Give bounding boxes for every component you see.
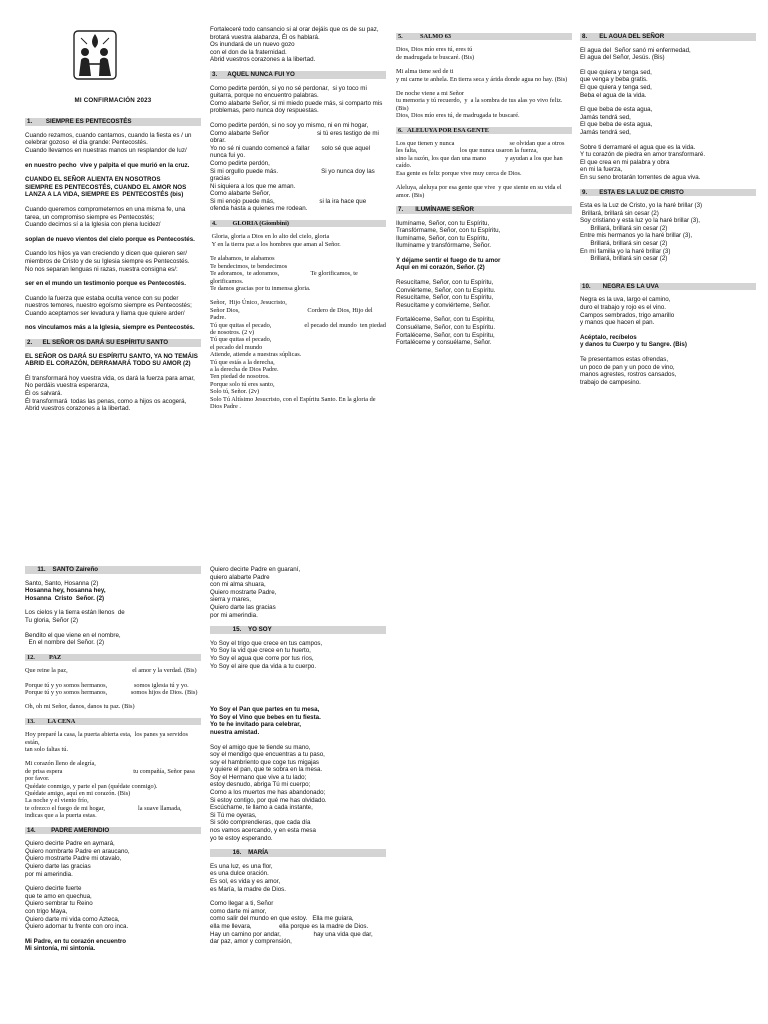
- song-stanza: Es una luz, es una flor, es una dulce oración. Es sol, es vida y es amor, es María, la madre de Dios.: [210, 862, 286, 893]
- song-stanza: Los cielos y la tierra están llenos de Tu gloria, Señor (2): [25, 609, 125, 624]
- confirmation-logo-icon: [73, 30, 117, 80]
- song-heading: 1. SIEMPRE ES PENTECOSTÉS: [25, 118, 201, 126]
- col1-body: [25, 118, 201, 413]
- song-stanza: en nuestro pecho vive y palpita el que murió en la cruz.: [25, 161, 190, 169]
- col2-intro: Fortaleceré todo cansancio si al orar dejáis que os de su paz, brotará vuestra alabanza, Él os hablará. Os inundará de un nuevo gozo con el don de la fraternidad. Abrid vuestros corazones a la libertad.: [210, 26, 379, 64]
- col6-intro: Quiero decirte Padre en guaraní, quiero alabarte Padre con mi alma shuara, Quiero mostrarte Padre, sierra y mares, Quiero darte las gracias por mi amerindia.: [210, 566, 301, 619]
- song-stanza: Gloria, gloria a Dios en lo alto del cielo, gloria Y en la tierra paz a los hombres que aman al Señor.: [211, 233, 341, 248]
- song-stanza: Él transformará hoy vuestra vida, os dará la fuerza para amar, No perdáis vuestra esperanza, Él os salvará. Él transformará todas las penas, como a hijos os acogerá, Abrid vuestros corazones a la libertad.: [25, 374, 195, 413]
- song-stanza: Quiero decirte fuerte que te amo en quechua, Quiero sembrar tu Reino con trigo Maya, Quiero darte mi vida como Azteca, Quiero adornar tu frente con oro inca.: [25, 885, 129, 931]
- song-stanza: Como llegar a ti, Señor como darte mi amor, como salir del mundo en que estoy. Ella me guiara, ella me llevara, ella porque es la madre de Dios. Hay un camino por andar, hay una vida que dar, dar paz, amor y comprensión,: [210, 900, 373, 946]
- song-stanza: El agua del Señor sanó mi enfermedad, El agua del Señor, Jesús. (Bis): [580, 46, 691, 62]
- song-stanza: Te presentamos estas ofrendas, un poco de pan y un poco de vino, manos agrestes, rostros cansados, trabajo de campesino.: [580, 356, 677, 386]
- song-stanza: Hoy preparé la casa, la puerta abierta esta, los panes ya servidos están, tan solo faltas tú.: [25, 731, 188, 753]
- song-heading: 13. LA CENA: [25, 718, 201, 725]
- column-3: [396, 26, 572, 500]
- song-heading: 9. ESTA ES LA LUZ DE CRISTO: [580, 189, 756, 197]
- song-heading: 16. MARÍA: [210, 849, 386, 857]
- col5-body: [25, 566, 211, 953]
- song-stanza: CUANDO EL SEÑOR ALIENTA EN NOSOTROS SIEMPRE ES PENTECOSTÉS, CUANDO EL AMOR NOS LANZA A LA VIDA, SIEMPRE ES PENTECOSTÉS (bis): [25, 176, 187, 199]
- song-stanza: Negra es la uva, largo el camino, duro el trabajo y rojo es el vino. Campos sembrados, trigo amarillo y manos que hacen el pan.: [580, 296, 675, 327]
- song-stanza: Cuando los hijos ya van creciendo y dicen que quieren ser/ miembros de Cristo y de su Iglesia siempre es Pentecostés. No nos separan lenguas ni razas, nuestra consigna es/:: [25, 250, 190, 273]
- song-stanza: De noche viene a mi Señor tu memoria y tú recuerdo, y a la sombra de tus alas yo vivo feliz. (Bis) Dios, Dios mío eres tú, de madrugada te buscaré.: [396, 90, 563, 120]
- column-5: [25, 566, 211, 1024]
- song-stanza: Mi corazón lleno de alegría, de prisa espera tu compañía, Señor pasa por favor. Quédate conmigo, y parte el pan (quédate conmigo). Quédate amigo, aquí en mi corazón. (Bis) La noche y el viento frío, te ofrezco el fuego de mi hogar, la suave llamada, indicas que a la puerta estas.: [25, 760, 195, 820]
- song-stanza: Esta es la Luz de Cristo, yo la haré brillar (3) Brillará, brillará sin cesar (2) Soy cristiano y esta luz yo la haré brillar (3), Brillará, brillará sin cesar (2) Entre mis hermanos yo la haré brillar (3), Brillará, brillará sin cesar (2) En mi familia yo la haré brillar (3) Brillará, brillará sin cesar (2): [580, 202, 703, 263]
- song-stanza: Cuando la fuerza que estaba oculta vence con su poder nuestros temores, nuestro egoísmo siempre es Pentecostés; Cuando aceptamos ser levadura y llama que quiere arder/: [25, 294, 194, 317]
- col2-body: [210, 71, 386, 410]
- song-heading: 12. PAZ: [25, 654, 201, 661]
- song-stanza: Porque tú y yo somos hermanos, somos iglesia tú y yo. Porque tú y yo somos hermanos, somos hijos de Dios. (Bis): [25, 681, 211, 696]
- song-stanza: Quiero decirte Padre en aymará, Quiero nombrarte Padre en araucano, Quiero mostrarte Padre mi otavalo, Quiero darte las gracias por mi amerindia.: [25, 840, 130, 878]
- song-heading: 7. ILUMÍNAME SEÑOR: [396, 206, 572, 214]
- song-stanza: Los que tienen y nunca se olvidan que a otros les falta, los que nunca usaron la fuerza, sino la razón, los que dan una mano y ayudan a los que han caído. Esa gente es feliz porque vive muy cerca de Dios.: [396, 140, 565, 177]
- song-heading: 14. PADRE AMERINDIO: [25, 827, 201, 835]
- song-stanza: Bendito el que viene en el nombre, En el nombre del Señor. (2): [25, 631, 121, 647]
- song-heading: 4. GLORIA (Giombini): [210, 220, 386, 227]
- song-heading: 10. NEGRA ES LA UVA: [580, 283, 756, 291]
- song-stanza: Oh, oh mi Señor, danos, danos tu paz. (Bis): [25, 703, 135, 711]
- col3-body: [396, 33, 572, 347]
- song-stanza: Fortaléceme, Señor, con tu Espíritu, Consuélame, Señor, con tu Espíritu. Fortaléceme, Señor, con tu Espíritu, Fortaléceme y consuélame, Señor.: [396, 316, 496, 347]
- col4-body: [580, 33, 756, 386]
- song-stanza: Resucítame, Señor, con tu Espíritu, Conviérteme, Señor, con tu Espíritu. Resucítame, Señor, con tu Espíritu, Resucítame y conviérteme, Señor.: [396, 279, 496, 309]
- song-heading: 5. SALMO 63: [396, 33, 572, 40]
- song-stanza: Soy el amigo que te tiende su mano, soy el mendigo que encuentras a tu paso, soy el hambriento que coge tus migajas y quiere el pan, que te sobra en la mesa. Soy el Hermano que vive a tu lado; estoy desnudo, abriga Tú mi cuerpo; Como a los muertos me has abandonado; Si estoy contigo, por qué me has olvidado. Escúchame, te llamo a cada instante, Si Tú me oyeras, Si sólo comprendieras, que cada día nos vamos acercando, y en esta mesa yo te estoy esperando.: [210, 743, 327, 842]
- song-heading: 11. SANTO Zaireño: [25, 566, 201, 574]
- song-stanza: Que reine la paz, el amor y la verdad. (Bis): [25, 667, 197, 675]
- song-stanza: El que quiera y tenga sed, que venga y beba gratis. El que quiera y tenga sed, Beba el agua de la vida.: [580, 68, 652, 99]
- song-stanza: Como pedirte perdón, si yo no sé perdonar, si yo toco mi guitarra, porque no encuentro palabras. Como alabarte Señor, si mi miedo puede más, si comparto mis problemas, pero nunca doy respuestas.: [210, 84, 383, 115]
- song-stanza: El que beba de esta agua, Jamás tendrá sed, El que beba de esta agua, Jamás tendrá sed,: [580, 106, 653, 136]
- song-heading: 8. EL AGUA DEL SEÑOR: [580, 33, 756, 41]
- song-stanza: Dios, Dios mío eres tú, eres tú de madrugada te buscaré. (Bis): [396, 46, 475, 61]
- song-stanza: Sobre ti derramaré el agua que es la vida. Y tu corazón de piedra en amor transformaré. El que crea en mi palabra y obra en mi la fuerza, En su seno brotarán torrentes de agua viva.: [580, 143, 706, 181]
- song-stanza: Como pedirte perdón, si no soy yo mismo, ni en mi hogar, Como alabarte Señor si tú eres testigo de mi obrar. Yo no sé ni cuando comencé a fallar solo sé que aquel nunca fui yo. Como pedirte perdón, Si mi orgullo puede más. Si yo nunca doy las gracias Ni siquiera a los que me aman. Como alabarte Señor, Si mi enojo puede más, si la ira hace que ofenda hasta a quienes me rodean.: [210, 121, 379, 213]
- song-stanza: EL SEÑOR OS DARÁ SU ESPÍRITU SANTO, YA NO TEMÁIS ABRID EL CORAZÓN, DERRAMARÁ TODO SU AMOR (2): [25, 352, 200, 368]
- column-4: [580, 26, 756, 500]
- song-heading: 15. YO SOY: [210, 626, 386, 634]
- song-stanza: Aleluya, aleluya por esa gente que vive y que siente en su vida el amor. (Bis): [396, 184, 564, 199]
- song-stanza: Y déjame sentir el fuego de tu amor Aquí en mi corazón, Señor. (2): [396, 256, 501, 272]
- song-heading: 6. ALELUYA POR ESA GENTE: [396, 127, 572, 134]
- song-stanza: Ilumíname, Señor, con tu Espíritu, Transfórmame, Señor, con tu Espíritu, Ilumíname, Señor, con tu Espíritu, Ilumíname y transfórmame, Señor.: [396, 219, 501, 250]
- song-stanza: Mi Padre, en tu corazón encuentro Mi sintonía, mi sintonía.: [25, 937, 127, 953]
- song-stanza: Yo Soy el Pan que partes en tu mesa, Yo Soy el Vino que bebes en tu fiesta. Yo te he invitado para celebrar, nuestra amistad.: [210, 706, 321, 736]
- col6-body: [210, 626, 386, 946]
- song-stanza: nos vinculamos más a la Iglesia, siempre es Pentecostés.: [25, 324, 195, 332]
- song-stanza: Yo Soy el trigo que crece en tus campos, Yo Soy la vid que crece en tu huerto, Yo Soy el agua que corre por tus ríos, Yo Soy el aire que da vida a tu cuerpo.: [210, 639, 323, 670]
- column-6: [210, 566, 386, 1024]
- song-stanza: ser en el mundo un testimonio porque es Pentecostés.: [25, 280, 186, 288]
- column-1: [25, 30, 201, 500]
- song-stanza: Acéptalo, recíbelos y danos tu Cuerpo y tu Sangre. (Bis): [580, 333, 687, 349]
- song-stanza: Mi alma tiene sed de ti y mi carne te anhela. En tierra seca y árida donde agua no hay. (Bis): [396, 68, 568, 83]
- song-stanza: Señor, Hijo Único, Jesucristo, Señor Dios, Cordero de Dios, Hijo del Padre. Tú que quitas el pecado, el pecado del mundo ten piedad de nosotros. (2 v) Tú que quitas el pecado, el pecado del mundo Atiende, atiende a nuestras súplicas. Tú que estás a la derecha, a la derecha de Dios Padre. Ten piedad de nosotros. Porque solo tú eres santo, Solo tú, Señor. (2v) Solo Tú Altísimo Jesucristo, con el Espíritu Santo. En la gloria de Dios Padre .: [210, 299, 386, 410]
- song-stanza: soplan de nuevo vientos del cielo porque es Pentecostés.: [25, 235, 195, 243]
- song-stanza: Cuando rezamos, cuando cantamos, cuando la fiesta es / un celebrar gozoso el día grande: Pentecostés. Cuando llevamos en nuestras manos un resplandor de luz/: [25, 131, 192, 154]
- document-title: MI CONFIRMACIÓN 2023: [74, 96, 152, 104]
- song-stanza: Santo, Santo, Hosanna (2): [25, 579, 99, 587]
- column-2: [210, 26, 386, 500]
- song-stanza: Te alabamos, te alabamos Te bendecimos, te bendecimos Te adoramos, te adoramos, Te glorificamos, te glorificamos. Te damos gracias por tu inmensa gloria.: [210, 255, 358, 292]
- song-heading: 2. EL SEÑOR OS DARÁ SU ESPÍRITU SANTO: [25, 339, 201, 347]
- song-stanza: Hosanna hey, hosanna hey, Hosanna Cristo Señor. (2): [25, 587, 106, 602]
- song-heading: 3. AQUEL NUNCA FUI YO: [210, 71, 386, 79]
- song-stanza: Cuando queremos comprometernos en una misma fe, una tarea, un compromiso siempre es Pentecostés; Cuando decimos sí a la Iglesia con plena lucidez/: [25, 205, 186, 229]
